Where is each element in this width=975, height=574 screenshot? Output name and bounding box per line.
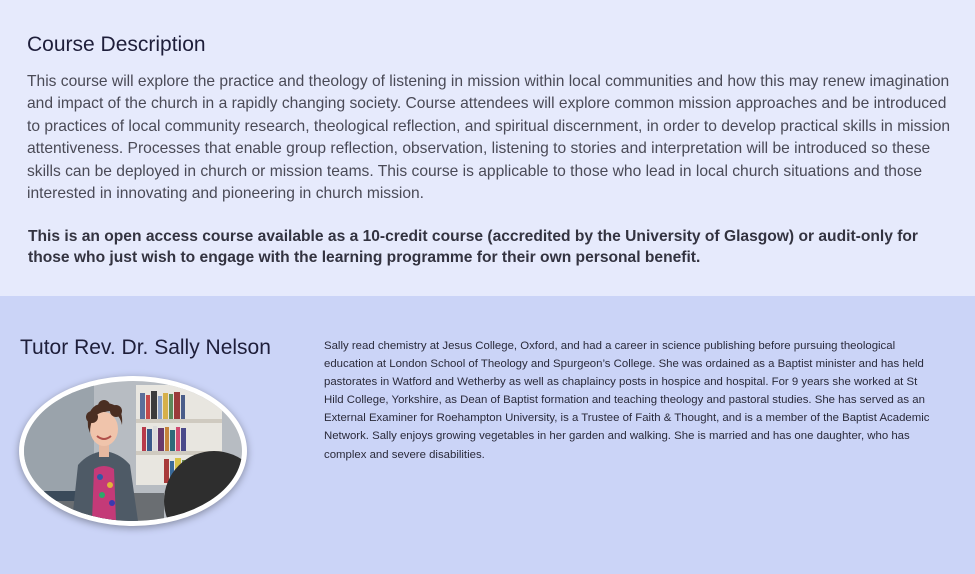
tutor-photo xyxy=(19,376,247,526)
tutor-bio-text: Sally read chemistry at Jesus College, Oxford, and had a career in science publishing before pursuing theological education at London School of Theology and Spurgeon’s College. She was ordained as a Baptist minister and has held pastorates in Watford and Wetherby as well as chaplaincy posts in hospice and hospital. For 9 years she worked at St Hild College, Yorkshire, as Dean of Baptist formation and teaching theology and pastoral studies. She has served as an External Examiner for Roehampton University, is a Trustee of Faith & Thought, and is a member of the Baptist Academic Network. Sally enjoys growing vegetables in her garden and walking. She is married and has one daughter, who has complex and severe disabilities. xyxy=(324,340,930,461)
tutor-heading: Tutor Rev. Dr. Sally Nelson xyxy=(20,336,271,359)
course-access-note: This is an open access course available as a 10-credit course (accredited by the University of Glasgow) or audit-only for those who just wish to engage with the learning programme for their own personal benefit. xyxy=(28,228,919,266)
tutor-portrait-image xyxy=(24,381,242,521)
tutor-section xyxy=(0,296,975,574)
course-description-title: Course Description xyxy=(27,33,206,56)
course-description-text: This course will explore the practice and theology of listening in mission within local communities and how this may renew imagination and impact of the church in a rapidly changing society. Course attendees will explore common mission approaches and be introduced to practices of local community research, theological reflection, and spiritual discernment, in order to develop practical skills in mission attentiveness. Processes that enable group reflection, observation, listening to stories and interpretation will be introduced so these skills can be deployed in church or mission teams. This course is applicable to those who lead in local church situations and those interested in innovating and pioneering in church mission. xyxy=(27,73,951,203)
